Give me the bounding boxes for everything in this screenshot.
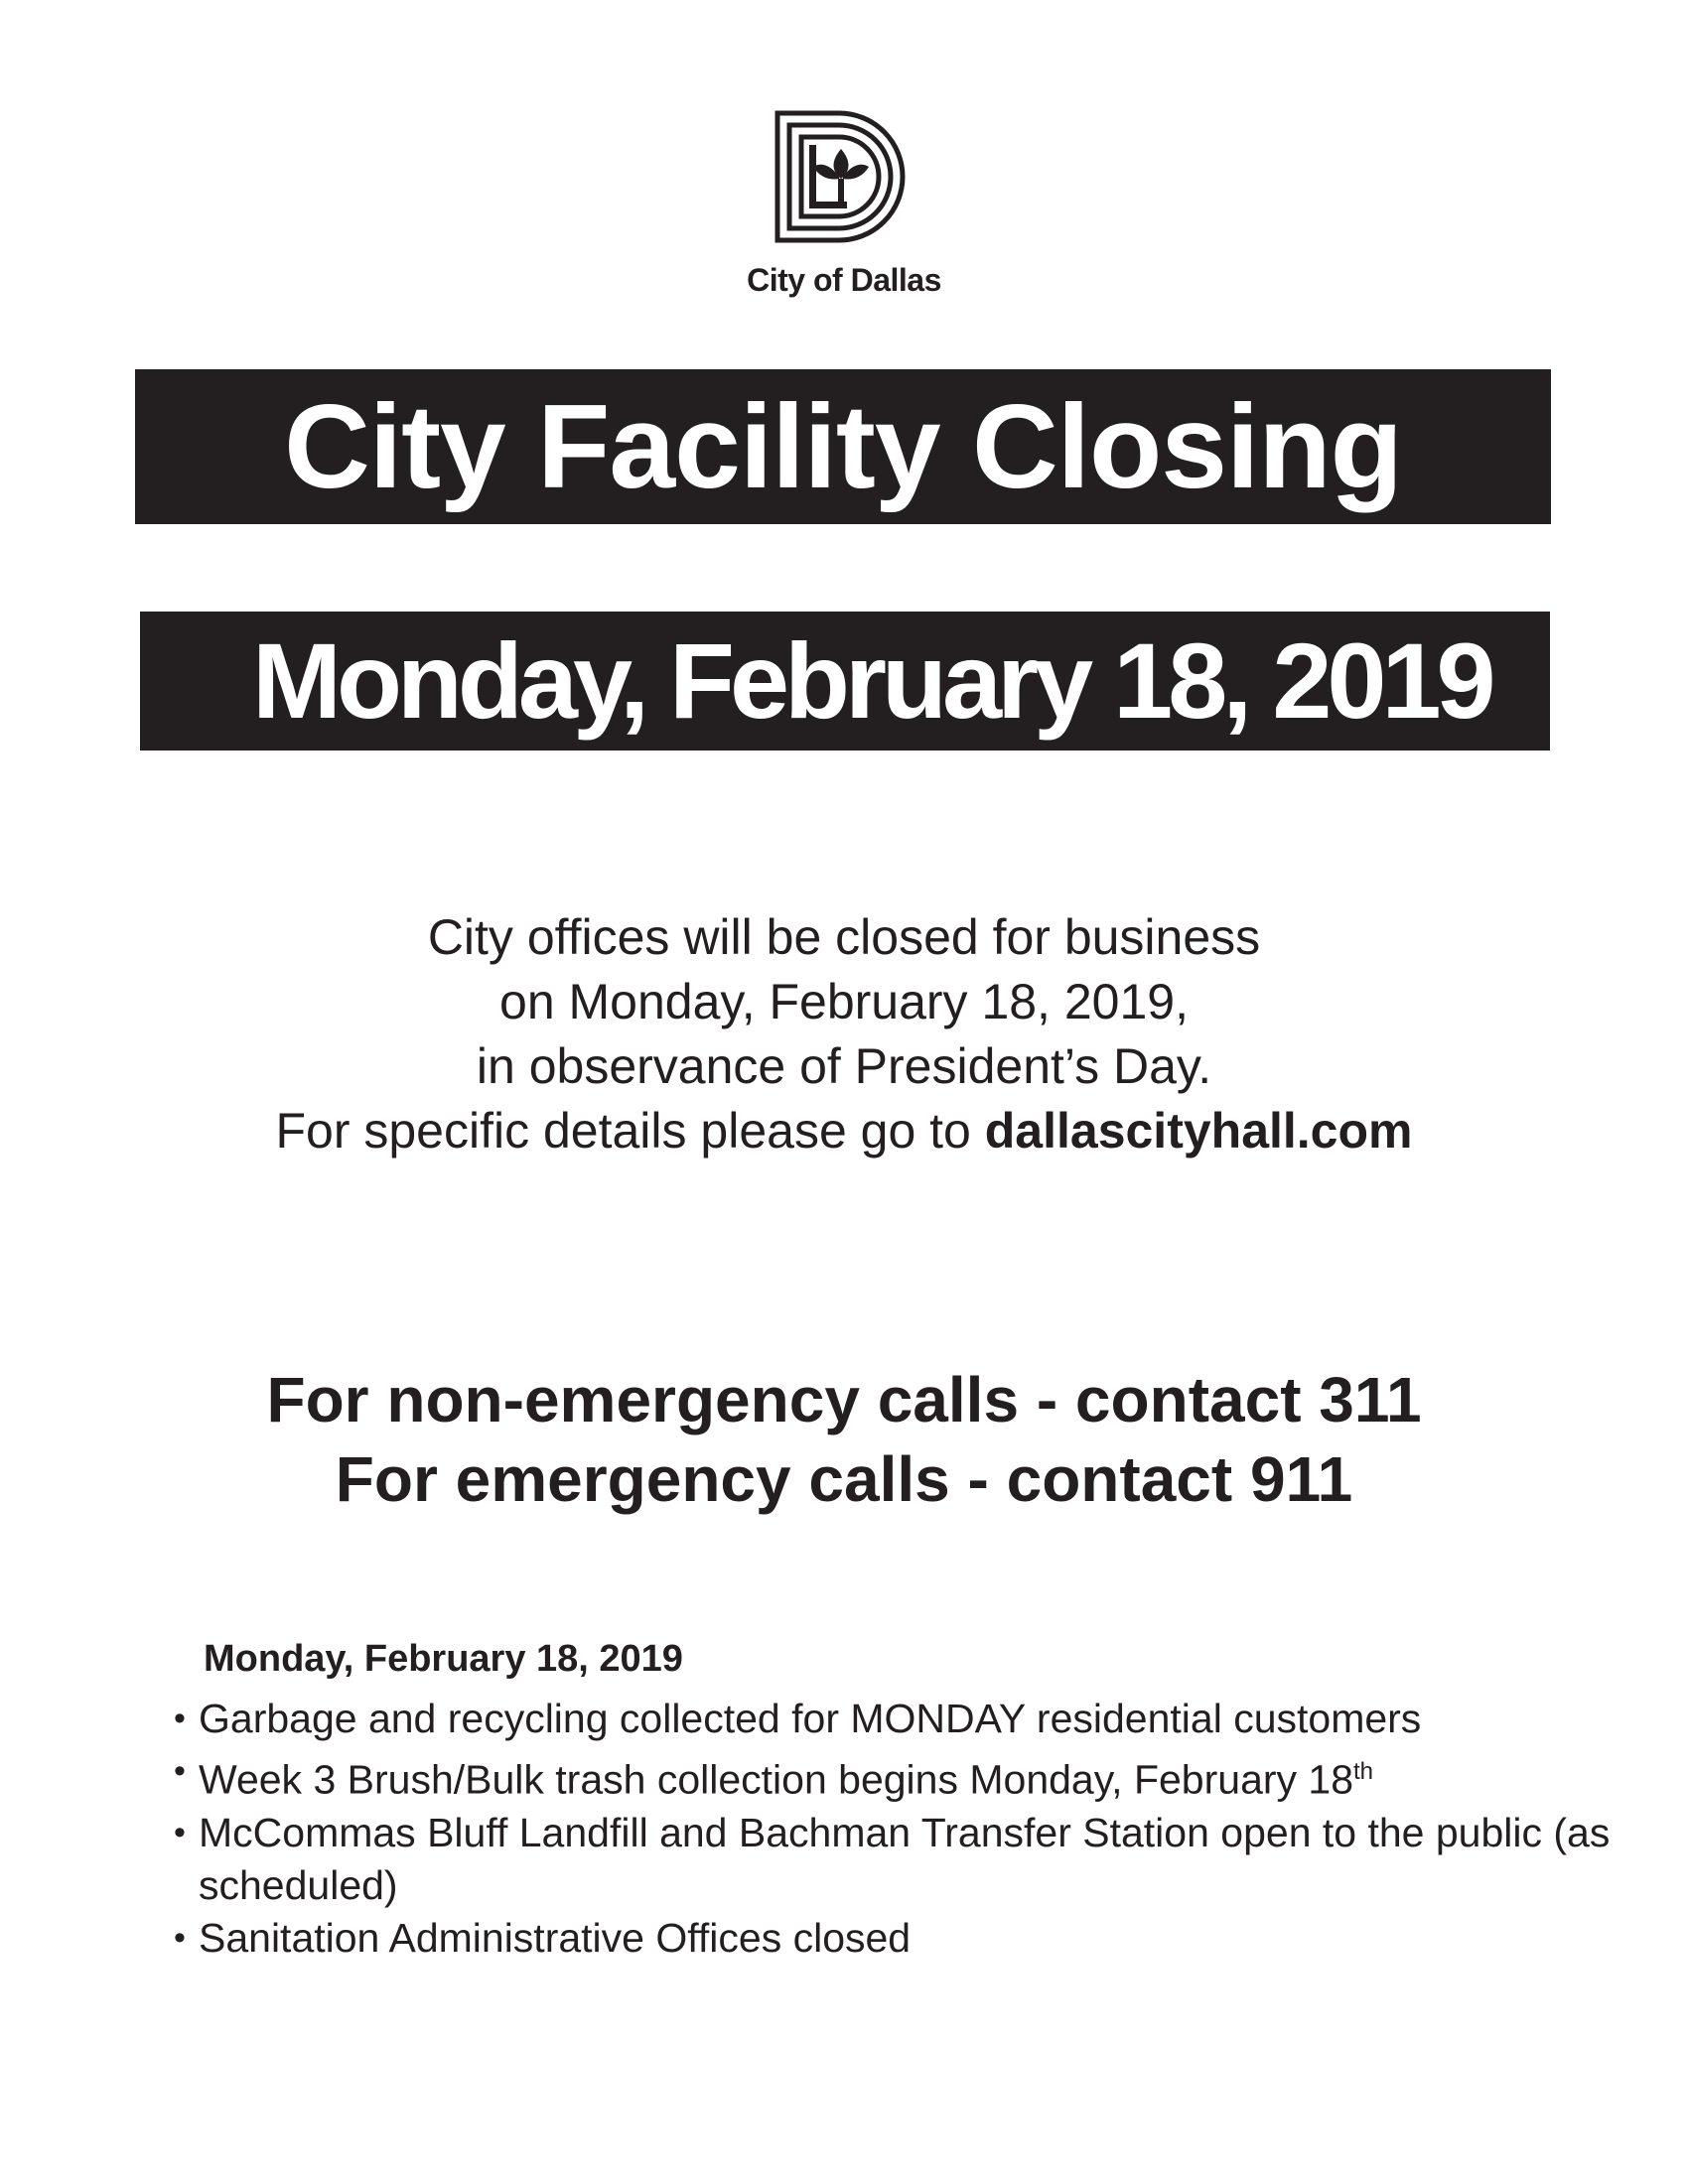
notice-line-2: on Monday, February 18, 2019, [499,974,1189,1029]
city-of-dallas-d-logo-icon [770,109,918,248]
closure-notice [99,905,1589,1163]
non-emergency-line: For non-emergency calls - contact 311 [266,1364,1422,1435]
list-item-text: Garbage and recycling collected for MONDAY residential customers [199,1696,1422,1741]
notice-line-3: in observance of President’s Day. [476,1038,1212,1094]
list-item [174,1912,1614,1965]
logo-text: City of Dallas [747,262,941,298]
list-item-text: Sanitation Administrative Offices closed [199,1914,912,1961]
notice-line-1: City offices will be closed for business [427,909,1261,965]
schedule-list [174,1693,1614,1965]
list-item [174,1745,1614,1807]
ordinal-suffix: th [1353,1758,1374,1785]
list-item-text: McCommas Bluff Landfill and Bachman Transfer Station open to the public (as scheduled) [199,1809,1611,1908]
notice-details-prefix: For specific details please go to [275,1103,985,1159]
closing-date-banner: Monday, February 18, 2019 [140,612,1550,751]
notice-line-4 [99,1099,1589,1163]
logo [695,109,993,299]
schedule-heading: Monday, February 18, 2019 [204,1638,683,1680]
emergency-line: For emergency calls - contact 911 [335,1443,1353,1515]
list-item [174,1807,1614,1912]
sanitation-schedule [174,1638,1614,1965]
list-item [174,1693,1614,1745]
page-title: City Facility Closing [135,369,1551,524]
list-item-text: Week 3 Brush/Bulk trash collection begins Monday, February 18 [199,1756,1354,1803]
contact-numbers [99,1360,1589,1519]
website-link[interactable]: dallascityhall.com [984,1103,1413,1159]
